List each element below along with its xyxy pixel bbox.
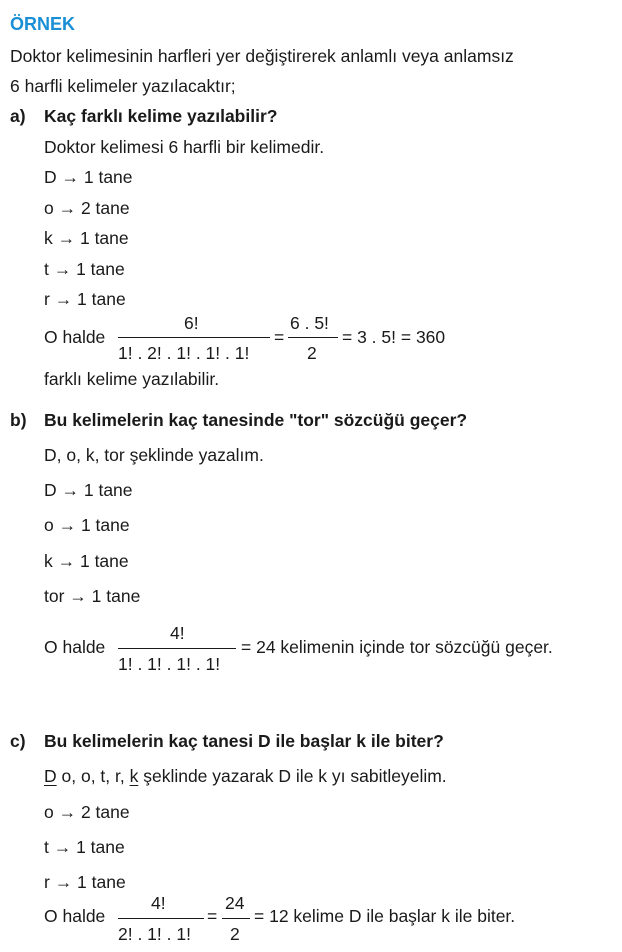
underlined-d: D <box>44 766 57 786</box>
part-a-conclusion: farklı kelime yazılabilir. <box>44 369 220 389</box>
part-a-denominator-1: 1! . 2! . 1! . 1! . 1! <box>118 343 250 363</box>
part-b-denominator: 1! . 1! . 1! . 1! <box>118 654 221 674</box>
part-a-numerator-1: 6! <box>184 313 199 333</box>
part-c-denominator-1: 2! . 1! . 1! <box>118 924 191 944</box>
part-a-count: r → 1 tane <box>44 289 126 309</box>
part-a-count: t → 1 tane <box>44 259 125 279</box>
part-b-count: o → 1 tane <box>44 515 130 535</box>
part-c-question: Bu kelimelerin kaç tanesi D ile başlar k ile biter? <box>44 731 444 751</box>
part-a-count: o → 2 tane <box>44 198 130 218</box>
fraction-bar <box>118 337 270 338</box>
part-a-label: a) <box>10 106 26 126</box>
part-b-numerator: 4! <box>170 623 185 643</box>
part-a-numerator-2: 6 . 5! <box>290 313 329 333</box>
part-b-count: k → 1 tane <box>44 551 129 571</box>
part-a-result: = 3 . 5! = 360 <box>342 327 446 347</box>
part-a-question: Kaç farklı kelime yazılabilir? <box>44 106 278 126</box>
part-b-question: Bu kelimelerin kaç tanesinde "tor" sözcüğü geçer? <box>44 410 468 430</box>
fraction-bar <box>222 918 250 919</box>
part-a-count: D → 1 tane <box>44 167 133 187</box>
part-b-result: = 24 kelimenin içinde tor sözcüğü geçer. <box>241 637 553 657</box>
part-c-count: r → 1 tane <box>44 872 126 892</box>
part-c-count: o → 2 tane <box>44 802 130 822</box>
underlined-k: k <box>129 766 139 786</box>
part-c-count: t → 1 tane <box>44 837 125 857</box>
part-c-statement <box>44 768 447 786</box>
fraction-bar <box>118 918 204 919</box>
fraction-bar <box>288 337 338 338</box>
statement-middle: o, o, t, r, <box>56 766 130 786</box>
intro-line-2: 6 harfli kelimeler yazılacaktır; <box>10 76 236 96</box>
part-b-count: tor → 1 tane <box>44 586 141 606</box>
part-c-o-halde: O halde <box>44 906 106 926</box>
part-b-label: b) <box>10 410 27 430</box>
part-b-count: D → 1 tane <box>44 480 133 500</box>
intro-line-1: Doktor kelimesinin harfleri yer değiştirerek anlamlı veya anlamsız <box>10 46 514 66</box>
page-title: ÖRNEK <box>10 14 76 34</box>
part-c-numerator-1: 4! <box>151 893 166 913</box>
statement-rest: şeklinde yazarak D ile k yı sabitleyelim. <box>138 766 447 786</box>
equals-sign: = <box>207 906 218 926</box>
fraction-bar <box>118 648 236 649</box>
part-a-count: k → 1 tane <box>44 228 129 248</box>
part-c-label: c) <box>10 731 26 751</box>
part-a-o-halde: O halde <box>44 327 106 347</box>
part-a-denominator-2: 2 <box>307 343 317 363</box>
part-c-result: = 12 kelime D ile başlar k ile biter. <box>254 906 516 926</box>
part-b-o-halde: O halde <box>44 637 106 657</box>
part-b-statement: D, o, k, tor şeklinde yazalım. <box>44 445 264 465</box>
part-c-numerator-2: 24 <box>225 893 245 913</box>
equals-sign: = <box>274 327 285 347</box>
part-c-denominator-2: 2 <box>230 924 240 944</box>
part-a-statement: Doktor kelimesi 6 harfli bir kelimedir. <box>44 137 325 157</box>
